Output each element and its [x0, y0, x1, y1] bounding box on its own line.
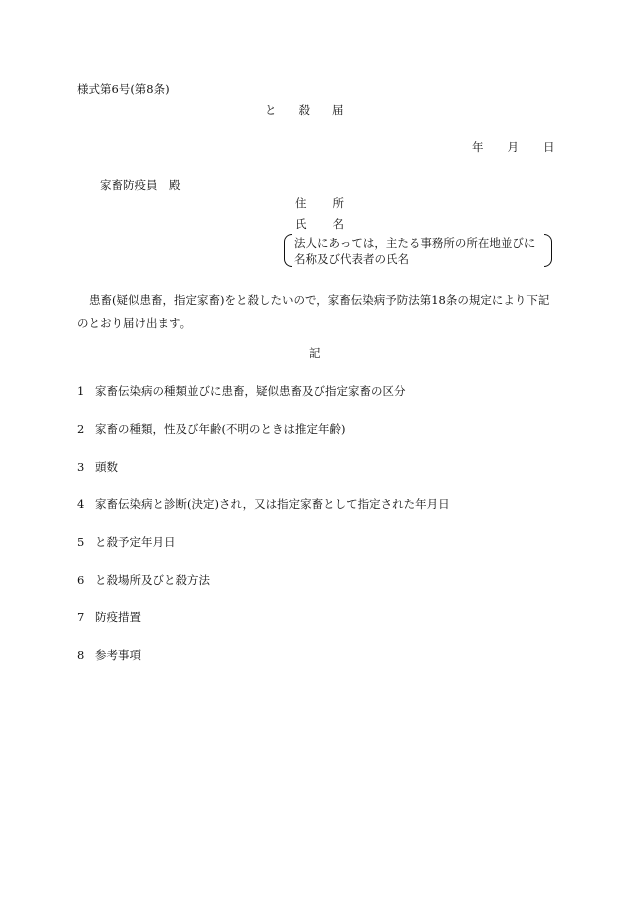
item-text: 頭数 — [95, 460, 118, 474]
list-item — [77, 537, 176, 549]
item-number: 2 — [77, 422, 85, 436]
name-label-char: 名 — [332, 217, 344, 231]
item-number: 7 — [77, 610, 85, 624]
item-text: 家畜伝染病と診断(決定)され，又は指定家畜として指定された年月日 — [95, 497, 450, 511]
address-label-char: 所 — [332, 196, 344, 210]
list-item — [77, 650, 141, 662]
address-label-char: 住 — [295, 196, 307, 210]
item-text: と殺場所及びと殺方法 — [95, 573, 210, 587]
item-number: 3 — [77, 460, 85, 474]
corporate-note-line2: 名称及び代表者の氏名 — [294, 252, 409, 266]
item-number: 1 — [77, 384, 85, 398]
left-bracket — [284, 234, 292, 267]
address-label — [295, 198, 344, 210]
item-text: と殺予定年月日 — [95, 535, 176, 549]
name-label-char: 氏 — [295, 217, 307, 231]
item-number: 5 — [77, 535, 85, 549]
item-text: 防疫措置 — [95, 610, 141, 624]
corporate-note-line1: 法人にあっては，主たる事務所の所在地並びに — [294, 236, 536, 250]
addressee: 家畜防疫員 殿 — [100, 178, 181, 192]
date-line — [472, 142, 555, 154]
list-item — [77, 462, 118, 474]
item-text: 家畜の種類，性及び年齢(不明のときは推定年齢) — [95, 422, 346, 436]
date-month-label: 月 — [507, 140, 519, 154]
title-char: と — [265, 103, 277, 117]
document-title — [265, 105, 344, 117]
item-text: 家畜伝染病の種類並びに患畜，疑似患畜及び指定家畜の区分 — [95, 384, 406, 398]
date-year-label: 年 — [472, 140, 484, 154]
list-item — [77, 499, 450, 511]
item-number: 6 — [77, 573, 85, 587]
list-item — [77, 575, 210, 587]
date-day-label: 日 — [543, 140, 555, 154]
item-text: 参考事項 — [95, 648, 141, 662]
list-item — [77, 612, 141, 624]
ki-heading: 記 — [309, 346, 321, 360]
form-number: 様式第6号(第8条) — [77, 82, 170, 96]
list-item — [77, 386, 406, 398]
title-char: 殺 — [298, 103, 310, 117]
corporate-note — [284, 234, 552, 267]
item-number: 8 — [77, 648, 85, 662]
name-label — [295, 219, 344, 231]
right-bracket — [544, 234, 552, 267]
body-paragraph: 患畜(疑似患畜，指定家畜)をと殺したいので，家畜伝染病予防法第18条の規定により下記のとおり届け出ます。 — [77, 293, 550, 330]
list-item — [77, 424, 345, 436]
item-number: 4 — [77, 497, 85, 511]
title-char: 届 — [332, 103, 344, 117]
